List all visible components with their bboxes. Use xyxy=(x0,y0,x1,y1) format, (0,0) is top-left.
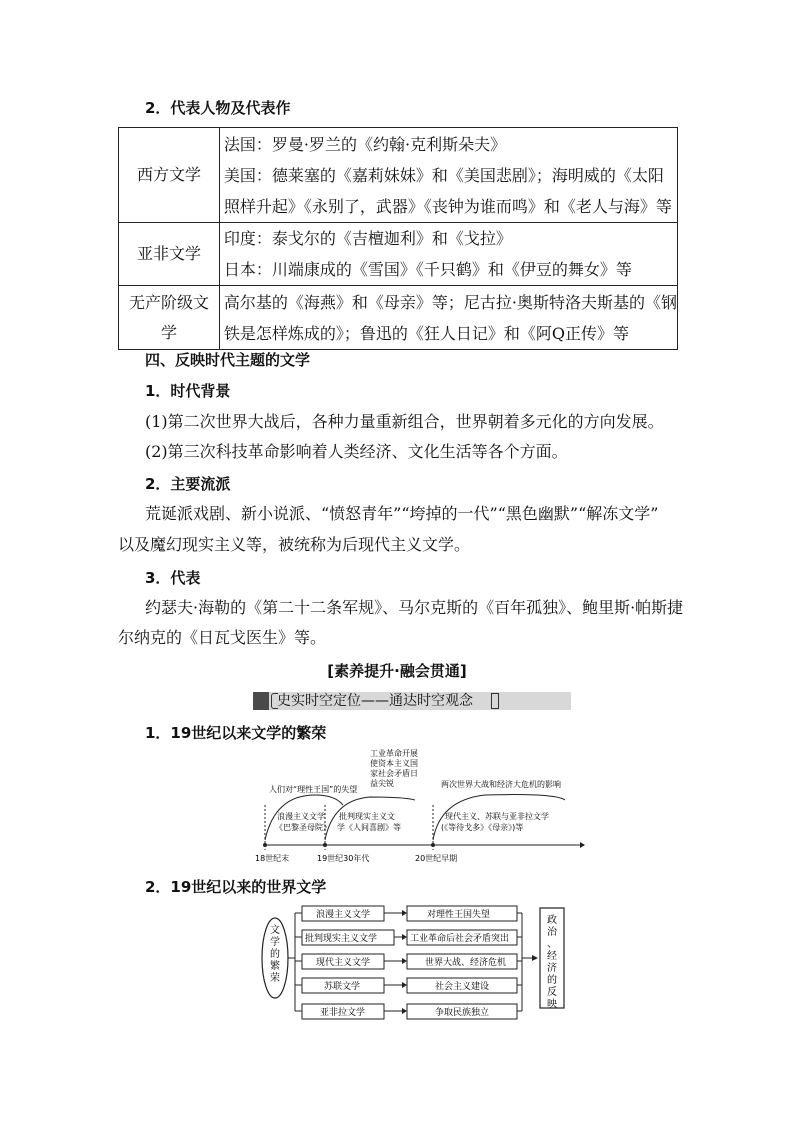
box-2-line: 批判现实主义文 xyxy=(339,812,395,821)
section-banner xyxy=(253,692,571,710)
top-note-line: 工业革命开展 xyxy=(370,749,418,758)
subheading: 3．代表 xyxy=(145,569,201,587)
banner-text: 史实时空定位——通达时空观念 xyxy=(277,693,473,709)
top-note-line: 家社会矛盾日 xyxy=(370,769,418,778)
heading-representatives: 2．代表人物及代表作 xyxy=(145,99,291,117)
category-cell xyxy=(119,286,220,350)
flow-title: 2．19世纪以来的世界文学 xyxy=(145,878,327,896)
section-title: 四、反映时代主题的文学 xyxy=(145,351,311,369)
axis-arrow-icon xyxy=(580,842,585,848)
box-3-line: 现代主义、苏联与亚非拉文学 xyxy=(445,812,549,821)
flow-row xyxy=(295,978,522,993)
tick-dot xyxy=(431,843,435,847)
flow-row xyxy=(295,930,522,945)
tick-dot xyxy=(263,843,267,847)
description-cell xyxy=(219,128,677,223)
tick-label: 19世纪30年代 xyxy=(317,854,370,863)
flow-row xyxy=(295,954,522,969)
flow-row xyxy=(295,906,522,921)
genre-label: 现代主义文学 xyxy=(316,958,371,968)
cause-label: 世界大战、经济危机 xyxy=(425,958,507,968)
cause-label: 争取民族独立 xyxy=(435,1008,490,1018)
flow-row xyxy=(295,1004,522,1019)
cause-label: 工业革命后社会矛盾突出 xyxy=(410,934,510,944)
subheading: 2．主要流派 xyxy=(145,475,231,493)
paragraph: (1)第二次世界大战后，各种力量重新组合，世界朝着多元化的方向发展。 xyxy=(145,412,664,431)
category-cell: 亚非文学 xyxy=(119,223,220,286)
bracket-title: [素养提升·融会贯通] xyxy=(327,662,467,680)
paragraph: (2)第三次科技革命影响着人类经济、文化生活等各个方面。 xyxy=(145,442,568,461)
description-line: 高尔基的《海燕》和《母亲》等；尼古拉·奥斯特洛夫斯基的《钢 xyxy=(223,292,677,312)
genre-label: 浪漫主义文学 xyxy=(316,910,371,920)
banner-block-icon xyxy=(253,692,269,710)
paragraph: 荒诞派戏剧、新小说派、“愤怒青年”“垮掉的一代”“黑色幽默”“解冻文学” xyxy=(145,504,659,523)
description-cell xyxy=(219,223,677,286)
category-line: 学 xyxy=(160,322,177,342)
genre-label: 苏联文学 xyxy=(324,982,361,992)
genre-label: 批判现实主义文学 xyxy=(305,934,378,944)
box-1-line: 浪漫主义文学 xyxy=(277,812,325,821)
tick-dot xyxy=(323,843,327,847)
timeline-title: 1．19世纪以来文学的繁荣 xyxy=(145,724,327,742)
table-row xyxy=(119,128,678,223)
table-row xyxy=(119,223,678,286)
box-1-line: 《巴黎圣母院》 xyxy=(275,823,331,832)
description-line: 法国：罗曼·罗兰的《约翰·克利斯朵夫》 xyxy=(223,134,507,154)
paragraph: 尔纳克的《日瓦戈医生》等。 xyxy=(118,628,327,647)
subheading: 1．时代背景 xyxy=(145,382,231,400)
bracket-right-icon xyxy=(491,693,499,709)
top-note-line: 使资本主义国 xyxy=(370,759,418,768)
description-line: 铁是怎样炼成的》；鲁迅的《狂人日记》和《阿Q正传》等 xyxy=(223,323,630,343)
right-note: 两次世界大战和经济大危机的影响 xyxy=(441,780,561,789)
cause-label: 社会主义建设 xyxy=(435,982,490,992)
category-line: 无产阶级文 xyxy=(128,292,209,312)
description-cell xyxy=(219,286,677,350)
top-note-line: 益尖锐 xyxy=(370,779,394,788)
left-label: 文学的繁荣 xyxy=(270,925,280,984)
flow-diagram xyxy=(260,903,570,1025)
paragraph: 以及魔幻现实主义等，被统称为后现代主义文学。 xyxy=(118,535,471,554)
tick-label: 20世纪早期 xyxy=(415,854,458,863)
table-row xyxy=(119,286,678,350)
arrow-icon xyxy=(532,955,538,961)
box-2-line: 学《人间喜剧》等 xyxy=(337,823,401,832)
box-3-line: (《等待戈多》《母亲》)等 xyxy=(441,823,524,832)
tick-label: 18世纪末 xyxy=(255,854,290,863)
timeline-diagram xyxy=(255,745,585,865)
category-cell: 西方文学 xyxy=(119,128,220,223)
genre-label: 亚非拉文学 xyxy=(320,1008,366,1018)
cause-label: 对理性王国失望 xyxy=(427,910,491,920)
description-line: 照样升起》《永别了，武器》《丧钟为谁而鸣》和《老人与海》等 xyxy=(223,196,672,216)
paragraph: 约瑟夫·海勒的《第二十二条军规》、马尔克斯的《百年孤独》、鲍里斯·帕斯捷 xyxy=(145,598,684,617)
left-note: 人们对“理性王国”的失望 xyxy=(269,785,358,794)
description-line: 日本：川端康成的《雪国》《千只鹤》和《伊豆的舞女》等 xyxy=(223,260,632,279)
description-line: 印度：泰戈尔的《吉檀迦利》和《戈拉》 xyxy=(223,229,512,248)
right-label: 政治、经济的反映 xyxy=(547,915,557,1010)
description-line: 美国：德莱塞的《嘉莉妹妹》和《美国悲剧》；海明威的《太阳 xyxy=(223,165,664,185)
representatives-table xyxy=(118,127,678,350)
